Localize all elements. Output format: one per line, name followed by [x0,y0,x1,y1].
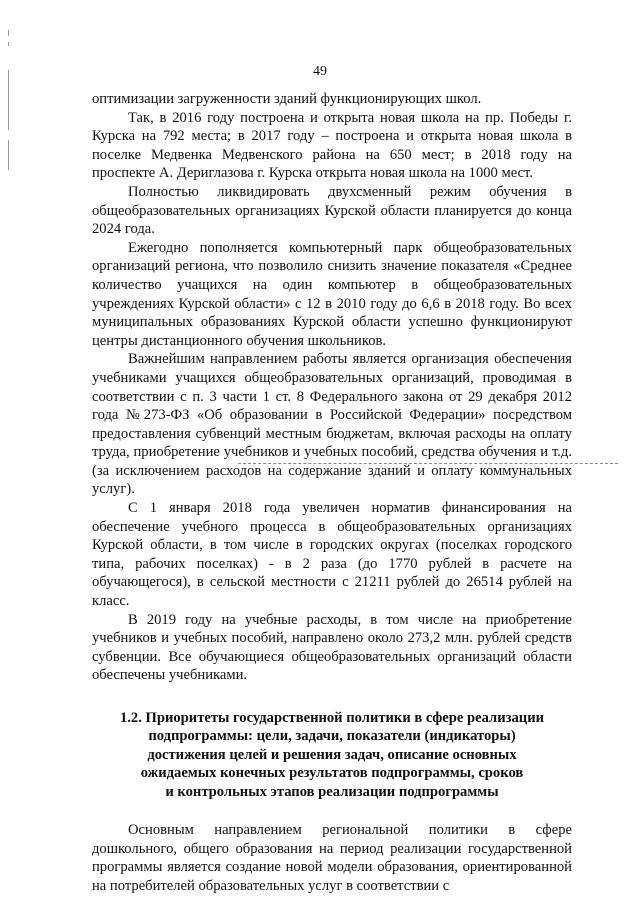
paragraph: Основным направлением региональной политики в сфере дошкольного, общего образования на период реализации государственной программы является создание новой модели образования, ориентированной на потребителей образовательных услуг в соответствии с [92,822,572,894]
paragraph: Полностью ликвидировать двухсменный режим обучения в общеобразовательных организациях Курской области планируется до конца 2024 года. [92,183,572,238]
paragraph: В 2019 году на учебные расходы, в том числе на приобретение учебников и учебных пособий, направлено около 273,2 млн. рублей средств субвенции. Все обучающиеся общеобразовательных организаций области обеспечены учебниками. [92,611,572,684]
section-heading-line: и контрольных этапов реализации подпрограммы [165,783,499,800]
margin-marks [8,30,12,210]
paragraph: С 1 января 2018 года увеличен норматив финансирования на обеспечение учебного процесса в общеобразовательных организациях Курской области, в том числе в городских округах (поселках городского типа, рабочих поселках) - в 2 раза (до 1770 рублей в расчете на обучающегося), в сельской местности с 21211 рублей до 26514 рублей на класс. [92,500,572,610]
page-body [92,90,572,895]
page-number: 49 [313,64,327,79]
paragraph: Так, в 2016 году построена и открыта новая школа на пр. Победы г. Курска на 792 места; в 2017 году – построена и открыта новая школа в поселке Медвенка Медвенского района на 650 мест; в 2018 году на проспекте А. Дериглазова г. Курска открыта новая школа на 1000 мест. [92,109,572,182]
section-heading-line: достижения целей и решения задач, описание основных [147,746,517,763]
paragraph: оптимизации загруженности зданий функционирующих школ. [92,91,482,107]
paragraph: Ежегодно пополняется компьютерный парк общеобразовательных организаций региона, что позволило снизить значение показателя «Среднее количество учащихся на один компьютер в общеобразовательных учреждениях Курской области» с 12 в 2010 году до 6,6 в 2018 году. Во всех муниципальных образованиях Курской области успешно функционируют центры дистанционного обучения школьников. [92,239,572,349]
section-heading-line: подпрограммы: цели, задачи, показатели (индикаторы) [148,728,516,745]
section-heading-line: ожидаемых конечных результатов подпрограммы, сроков [140,765,524,782]
paragraph: Важнейшим направлением работы является организация обеспечения учебниками учащихся общеобразовательных организаций, проводимая в соответствии с п. 3 части 1 ст. 8 Федерального закона от 29 декабря 2012 года №273-ФЗ «Об образовании в Российской Федерации» посредством предоставления субвенций местным бюджетам, включая расходы на оплату труда, приобретение учебников и учебных пособий, средства обучения и т.д. (за исключением расходов на содержание зданий и оплату коммунальных услуг). [92,351,572,498]
section-heading-line: 1.2. Приоритеты государственной политики в сфере реализации [119,710,545,726]
section-heading [92,709,572,801]
